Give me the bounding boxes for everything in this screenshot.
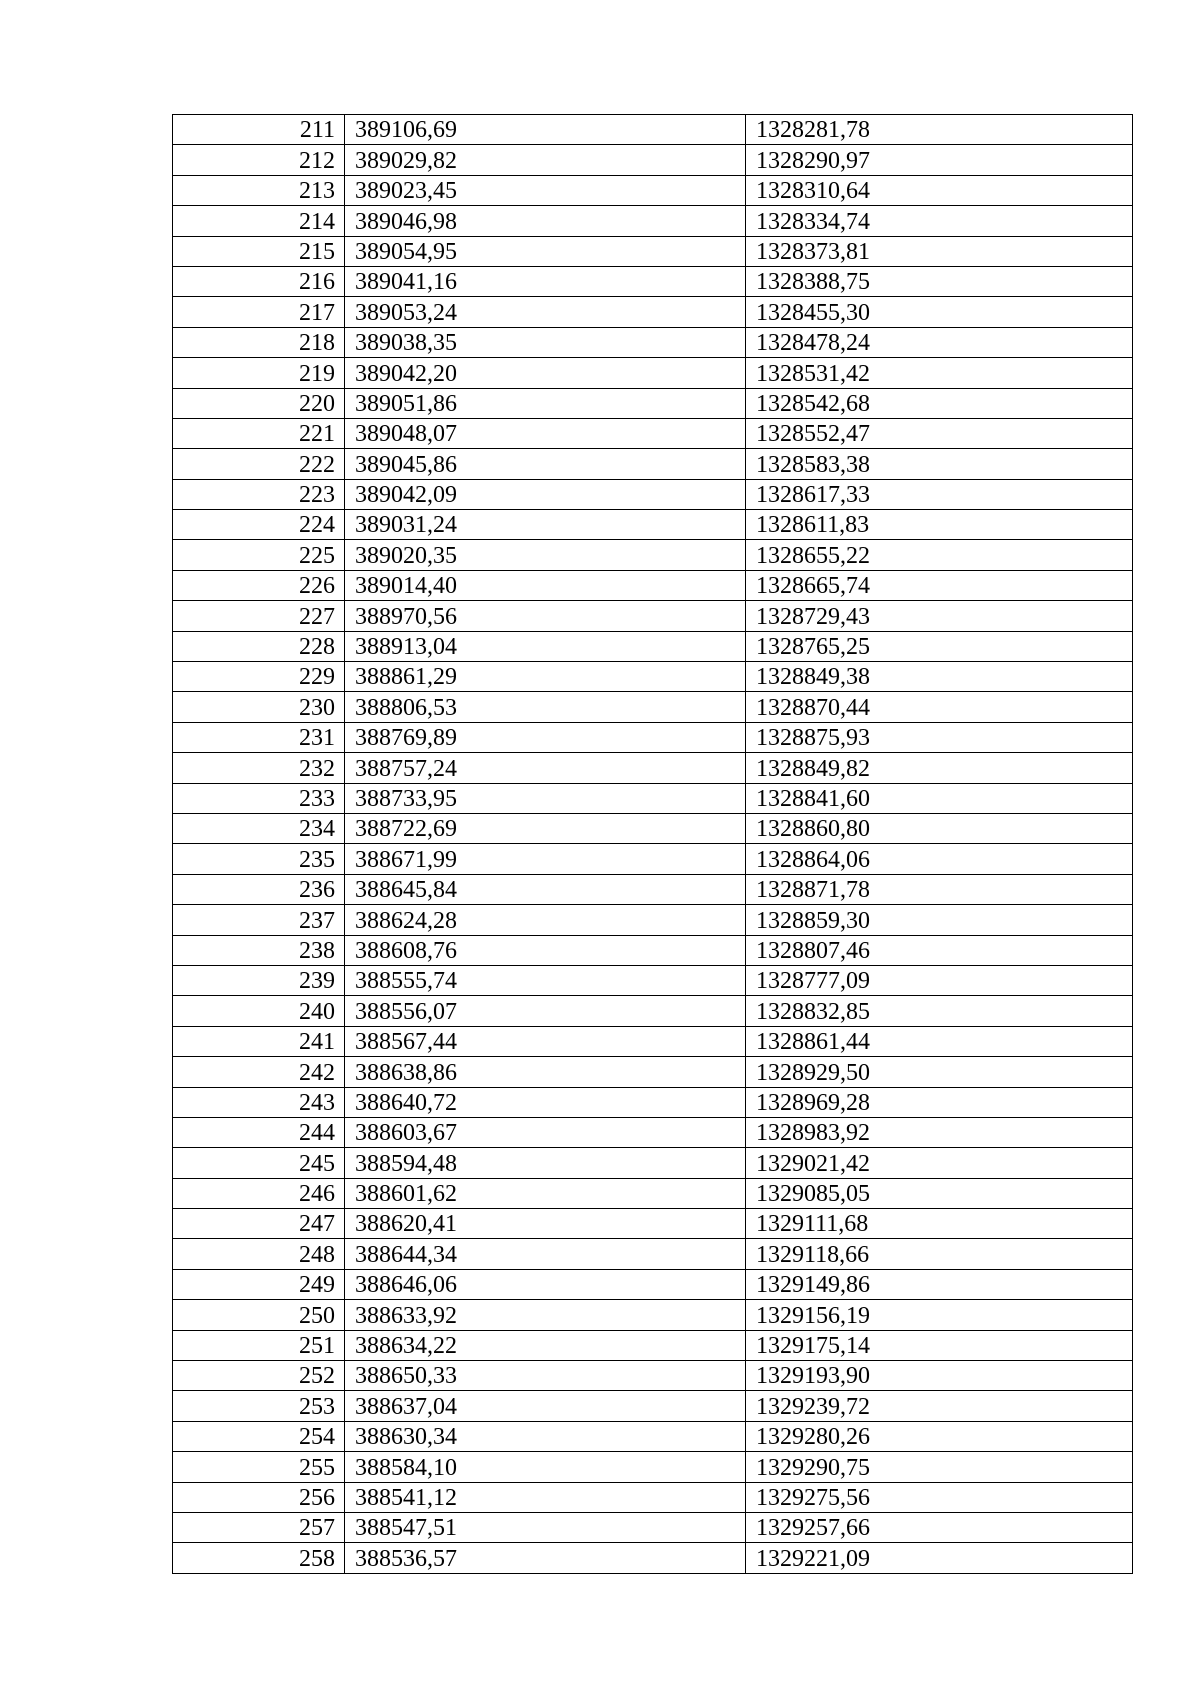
- table-row: [173, 1148, 1133, 1178]
- point-number-cell: 219: [173, 358, 345, 388]
- x-coordinate-cell: 388769,89: [345, 722, 746, 752]
- point-number-cell: 249: [173, 1269, 345, 1299]
- x-coordinate-cell: 389046,98: [345, 206, 746, 236]
- table-row: [173, 388, 1133, 418]
- table-row: [173, 874, 1133, 904]
- table-row: [173, 1421, 1133, 1451]
- y-coordinate-cell: 1329221,09: [746, 1543, 1133, 1573]
- table-row: [173, 905, 1133, 935]
- y-coordinate-cell: 1328729,43: [746, 601, 1133, 631]
- point-number-cell: 234: [173, 813, 345, 843]
- y-coordinate-cell: 1329193,90: [746, 1361, 1133, 1391]
- table-row: [173, 935, 1133, 965]
- x-coordinate-cell: 388970,56: [345, 601, 746, 631]
- point-number-cell: 222: [173, 449, 345, 479]
- x-coordinate-cell: 388541,12: [345, 1482, 746, 1512]
- table-row: [173, 1543, 1133, 1573]
- y-coordinate-cell: 1329175,14: [746, 1330, 1133, 1360]
- y-coordinate-cell: 1328552,47: [746, 418, 1133, 448]
- y-coordinate-cell: 1328983,92: [746, 1117, 1133, 1147]
- x-coordinate-cell: 389045,86: [345, 449, 746, 479]
- y-coordinate-cell: 1328849,38: [746, 662, 1133, 692]
- y-coordinate-cell: 1328861,44: [746, 1026, 1133, 1056]
- x-coordinate-cell: 389031,24: [345, 510, 746, 540]
- x-coordinate-cell: 389051,86: [345, 388, 746, 418]
- y-coordinate-cell: 1328655,22: [746, 540, 1133, 570]
- x-coordinate-cell: 388645,84: [345, 874, 746, 904]
- y-coordinate-cell: 1329257,66: [746, 1512, 1133, 1542]
- x-coordinate-cell: 389106,69: [345, 115, 746, 145]
- table-row: [173, 1209, 1133, 1239]
- table-row: [173, 1391, 1133, 1421]
- point-number-cell: 253: [173, 1391, 345, 1421]
- point-number-cell: 239: [173, 965, 345, 995]
- table-row: [173, 145, 1133, 175]
- table-row: [173, 844, 1133, 874]
- table-row: [173, 601, 1133, 631]
- x-coordinate-cell: 389014,40: [345, 570, 746, 600]
- x-coordinate-cell: 388722,69: [345, 813, 746, 843]
- point-number-cell: 224: [173, 510, 345, 540]
- table-row: [173, 1482, 1133, 1512]
- point-number-cell: 225: [173, 540, 345, 570]
- y-coordinate-cell: 1328875,93: [746, 722, 1133, 752]
- x-coordinate-cell: 389029,82: [345, 145, 746, 175]
- x-coordinate-cell: 389020,35: [345, 540, 746, 570]
- point-number-cell: 254: [173, 1421, 345, 1451]
- point-number-cell: 256: [173, 1482, 345, 1512]
- point-number-cell: 213: [173, 175, 345, 205]
- point-number-cell: 237: [173, 905, 345, 935]
- point-number-cell: 217: [173, 297, 345, 327]
- table-row: [173, 418, 1133, 448]
- point-number-cell: 229: [173, 662, 345, 692]
- x-coordinate-cell: 389042,09: [345, 479, 746, 509]
- x-coordinate-cell: 388637,04: [345, 1391, 746, 1421]
- y-coordinate-cell: 1328860,80: [746, 813, 1133, 843]
- y-coordinate-cell: 1328310,64: [746, 175, 1133, 205]
- y-coordinate-cell: 1328765,25: [746, 631, 1133, 661]
- table-row: [173, 1178, 1133, 1208]
- point-number-cell: 233: [173, 783, 345, 813]
- table-row: [173, 266, 1133, 296]
- y-coordinate-cell: 1329085,05: [746, 1178, 1133, 1208]
- table-row: [173, 297, 1133, 327]
- x-coordinate-cell: 388584,10: [345, 1452, 746, 1482]
- y-coordinate-cell: 1329290,75: [746, 1452, 1133, 1482]
- y-coordinate-cell: 1329239,72: [746, 1391, 1133, 1421]
- y-coordinate-cell: 1328290,97: [746, 145, 1133, 175]
- x-coordinate-cell: 389053,24: [345, 297, 746, 327]
- table-row: [173, 753, 1133, 783]
- point-number-cell: 221: [173, 418, 345, 448]
- x-coordinate-cell: 389041,16: [345, 266, 746, 296]
- x-coordinate-cell: 388650,33: [345, 1361, 746, 1391]
- point-number-cell: 248: [173, 1239, 345, 1269]
- table-row: [173, 1087, 1133, 1117]
- table-row: [173, 996, 1133, 1026]
- point-number-cell: 230: [173, 692, 345, 722]
- y-coordinate-cell: 1328871,78: [746, 874, 1133, 904]
- point-number-cell: 241: [173, 1026, 345, 1056]
- x-coordinate-cell: 389042,20: [345, 358, 746, 388]
- y-coordinate-cell: 1328832,85: [746, 996, 1133, 1026]
- x-coordinate-cell: 388671,99: [345, 844, 746, 874]
- point-number-cell: 223: [173, 479, 345, 509]
- point-number-cell: 218: [173, 327, 345, 357]
- table-row: [173, 1239, 1133, 1269]
- x-coordinate-cell: 388861,29: [345, 662, 746, 692]
- point-number-cell: 212: [173, 145, 345, 175]
- y-coordinate-cell: 1328864,06: [746, 844, 1133, 874]
- x-coordinate-cell: 388644,34: [345, 1239, 746, 1269]
- x-coordinate-cell: 388640,72: [345, 1087, 746, 1117]
- table-row: [173, 1117, 1133, 1147]
- x-coordinate-cell: 388733,95: [345, 783, 746, 813]
- table-row: [173, 327, 1133, 357]
- table-row: [173, 1026, 1133, 1056]
- point-number-cell: 258: [173, 1543, 345, 1573]
- x-coordinate-cell: 388603,67: [345, 1117, 746, 1147]
- table-row: [173, 1361, 1133, 1391]
- x-coordinate-cell: 388547,51: [345, 1512, 746, 1542]
- table-row: [173, 662, 1133, 692]
- x-coordinate-cell: 388757,24: [345, 753, 746, 783]
- x-coordinate-cell: 388594,48: [345, 1148, 746, 1178]
- point-number-cell: 236: [173, 874, 345, 904]
- table-row: [173, 1452, 1133, 1482]
- y-coordinate-cell: 1328611,83: [746, 510, 1133, 540]
- x-coordinate-cell: 388624,28: [345, 905, 746, 935]
- x-coordinate-cell: 388913,04: [345, 631, 746, 661]
- x-coordinate-cell: 388633,92: [345, 1300, 746, 1330]
- table-row: [173, 965, 1133, 995]
- x-coordinate-cell: 388608,76: [345, 935, 746, 965]
- x-coordinate-cell: 388601,62: [345, 1178, 746, 1208]
- table-row: [173, 1330, 1133, 1360]
- coordinates-table: [172, 114, 1133, 1574]
- y-coordinate-cell: 1328665,74: [746, 570, 1133, 600]
- y-coordinate-cell: 1328929,50: [746, 1057, 1133, 1087]
- table-row: [173, 813, 1133, 843]
- y-coordinate-cell: 1328478,24: [746, 327, 1133, 357]
- y-coordinate-cell: 1328849,82: [746, 753, 1133, 783]
- x-coordinate-cell: 388630,34: [345, 1421, 746, 1451]
- table-row: [173, 692, 1133, 722]
- x-coordinate-cell: 389023,45: [345, 175, 746, 205]
- x-coordinate-cell: 388555,74: [345, 965, 746, 995]
- table-row: [173, 206, 1133, 236]
- table-row: [173, 358, 1133, 388]
- table-row: [173, 722, 1133, 752]
- y-coordinate-cell: 1329021,42: [746, 1148, 1133, 1178]
- point-number-cell: 252: [173, 1361, 345, 1391]
- y-coordinate-cell: 1329280,26: [746, 1421, 1133, 1451]
- x-coordinate-cell: 389054,95: [345, 236, 746, 266]
- y-coordinate-cell: 1329118,66: [746, 1239, 1133, 1269]
- y-coordinate-cell: 1328373,81: [746, 236, 1133, 266]
- y-coordinate-cell: 1329275,56: [746, 1482, 1133, 1512]
- x-coordinate-cell: 388638,86: [345, 1057, 746, 1087]
- point-number-cell: 214: [173, 206, 345, 236]
- x-coordinate-cell: 388646,06: [345, 1269, 746, 1299]
- x-coordinate-cell: 388634,22: [345, 1330, 746, 1360]
- point-number-cell: 255: [173, 1452, 345, 1482]
- table-row: [173, 540, 1133, 570]
- point-number-cell: 250: [173, 1300, 345, 1330]
- table-row: [173, 510, 1133, 540]
- point-number-cell: 211: [173, 115, 345, 145]
- point-number-cell: 246: [173, 1178, 345, 1208]
- y-coordinate-cell: 1328455,30: [746, 297, 1133, 327]
- y-coordinate-cell: 1328281,78: [746, 115, 1133, 145]
- table-row: [173, 570, 1133, 600]
- point-number-cell: 238: [173, 935, 345, 965]
- point-number-cell: 228: [173, 631, 345, 661]
- table-row: [173, 479, 1133, 509]
- point-number-cell: 227: [173, 601, 345, 631]
- point-number-cell: 220: [173, 388, 345, 418]
- table-row: [173, 783, 1133, 813]
- table-row: [173, 115, 1133, 145]
- y-coordinate-cell: 1328542,68: [746, 388, 1133, 418]
- y-coordinate-cell: 1329149,86: [746, 1269, 1133, 1299]
- table-row: [173, 449, 1133, 479]
- x-coordinate-cell: 388806,53: [345, 692, 746, 722]
- x-coordinate-cell: 389038,35: [345, 327, 746, 357]
- point-number-cell: 215: [173, 236, 345, 266]
- x-coordinate-cell: 389048,07: [345, 418, 746, 448]
- table-row: [173, 1512, 1133, 1542]
- point-number-cell: 231: [173, 722, 345, 752]
- y-coordinate-cell: 1328531,42: [746, 358, 1133, 388]
- point-number-cell: 244: [173, 1117, 345, 1147]
- y-coordinate-cell: 1328807,46: [746, 935, 1133, 965]
- point-number-cell: 257: [173, 1512, 345, 1542]
- point-number-cell: 242: [173, 1057, 345, 1087]
- y-coordinate-cell: 1328859,30: [746, 905, 1133, 935]
- x-coordinate-cell: 388556,07: [345, 996, 746, 1026]
- table-row: [173, 1300, 1133, 1330]
- x-coordinate-cell: 388536,57: [345, 1543, 746, 1573]
- point-number-cell: 251: [173, 1330, 345, 1360]
- x-coordinate-cell: 388620,41: [345, 1209, 746, 1239]
- point-number-cell: 245: [173, 1148, 345, 1178]
- table-row: [173, 175, 1133, 205]
- table-row: [173, 1269, 1133, 1299]
- point-number-cell: 247: [173, 1209, 345, 1239]
- table-row: [173, 631, 1133, 661]
- y-coordinate-cell: 1328617,33: [746, 479, 1133, 509]
- point-number-cell: 240: [173, 996, 345, 1026]
- y-coordinate-cell: 1329156,19: [746, 1300, 1133, 1330]
- y-coordinate-cell: 1328334,74: [746, 206, 1133, 236]
- y-coordinate-cell: 1328777,09: [746, 965, 1133, 995]
- point-number-cell: 216: [173, 266, 345, 296]
- point-number-cell: 226: [173, 570, 345, 600]
- y-coordinate-cell: 1328388,75: [746, 266, 1133, 296]
- x-coordinate-cell: 388567,44: [345, 1026, 746, 1056]
- table-row: [173, 1057, 1133, 1087]
- y-coordinate-cell: 1328969,28: [746, 1087, 1133, 1117]
- point-number-cell: 235: [173, 844, 345, 874]
- coordinates-table-body: [173, 115, 1133, 1574]
- y-coordinate-cell: 1328841,60: [746, 783, 1133, 813]
- point-number-cell: 232: [173, 753, 345, 783]
- table-row: [173, 236, 1133, 266]
- y-coordinate-cell: 1328583,38: [746, 449, 1133, 479]
- y-coordinate-cell: 1329111,68: [746, 1209, 1133, 1239]
- point-number-cell: 243: [173, 1087, 345, 1117]
- y-coordinate-cell: 1328870,44: [746, 692, 1133, 722]
